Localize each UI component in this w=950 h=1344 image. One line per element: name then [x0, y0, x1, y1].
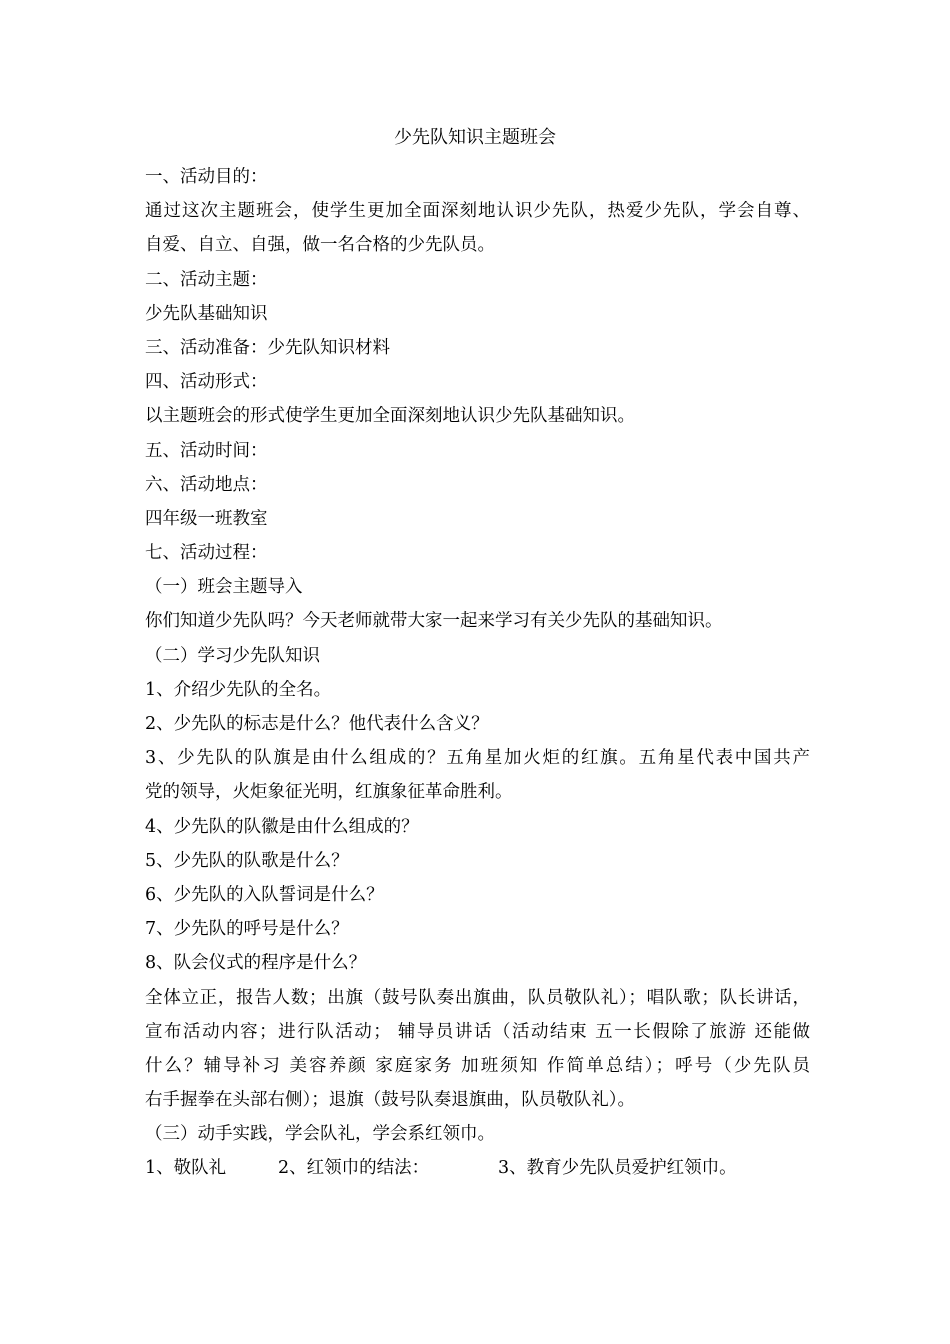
paragraph-line: 通过这次主题班会，使学生更加全面深刻地认识少先队，热爱少先队，学会自尊、	[145, 201, 810, 222]
section-heading-time: 五、活动时间：	[145, 440, 268, 461]
list-item: 6、少先队的入队誓词是什么？	[145, 884, 384, 905]
list-item: 5、少先队的队歌是什么？	[145, 850, 349, 871]
final-items-line	[145, 1151, 810, 1185]
list-item: 3、少先队的队旗是由什么组成的？五角星加火炬的红旗。五角星代表中国共产	[145, 748, 810, 769]
paragraph-line: 自爱、自立、自强，做一名合格的少先队员。	[145, 235, 495, 256]
paragraph-line: 全体立正，报告人数；出旗（鼓号队奏出旗曲，队员敬队礼）；唱队歌；队长讲话，	[145, 987, 810, 1008]
subsection-heading: （二）学习少先队知识	[145, 645, 320, 666]
paragraph-line: 你们知道少先队吗？今天老师就带大家一起来学习有关少先队的基础知识。	[145, 611, 723, 632]
section-heading-theme: 二、活动主题：	[145, 269, 268, 290]
list-item: 1、介绍少先队的全名。	[145, 679, 332, 700]
paragraph-line: 宣布活动内容；进行队活动； 辅导员讲话（活动结束 五一长假除了旅游 还能做	[145, 1021, 810, 1042]
section-heading-format: 四、活动形式：	[145, 372, 268, 393]
list-item: 8、队会仪式的程序是什么？	[145, 953, 367, 974]
subsection-heading: （三）动手实践，学会队礼，学会系红领巾。	[145, 1124, 495, 1145]
document-title: 少先队知识主题班会	[394, 127, 556, 148]
section-heading-process: 七、活动过程：	[145, 543, 268, 564]
paragraph-line: 少先队基础知识	[145, 303, 268, 324]
document-body	[145, 160, 810, 1186]
list-item: 2、红领巾的结法：	[278, 1158, 430, 1179]
list-item: 1、敬队礼	[145, 1158, 227, 1179]
list-item: 2、少先队的标志是什么？他代表什么含义？	[145, 714, 489, 734]
section-heading-preparation: 三、活动准备：少先队知识材料	[145, 337, 390, 358]
paragraph-line: 右手握拳在头部右侧）；退旗（鼓号队奏退旗曲，队员敬队礼）。	[145, 1090, 635, 1111]
paragraph-line: 以主题班会的形式使学生更加全面深刻地认识少先队基础知识。	[145, 406, 635, 427]
paragraph-line: 四年级一班教室	[145, 508, 268, 529]
paragraph-line: 什么？辅导补习 美容养颜 家庭家务 加班须知 作简单总结）；呼号（少先队员	[145, 1055, 810, 1076]
section-heading-purpose: 一、活动目的：	[145, 167, 268, 187]
list-item: 7、少先队的呼号是什么？	[145, 919, 349, 940]
subsection-heading: （一）班会主题导入	[145, 577, 303, 598]
section-heading-location: 六、活动地点：	[145, 474, 268, 495]
list-item: 3、教育少先队员爱护红领巾。	[498, 1158, 737, 1179]
paragraph-line: 党的领导，火炬象征光明，红旗象征革命胜利。	[145, 782, 513, 803]
list-item: 4、少先队的队徽是由什么组成的？	[145, 816, 419, 837]
